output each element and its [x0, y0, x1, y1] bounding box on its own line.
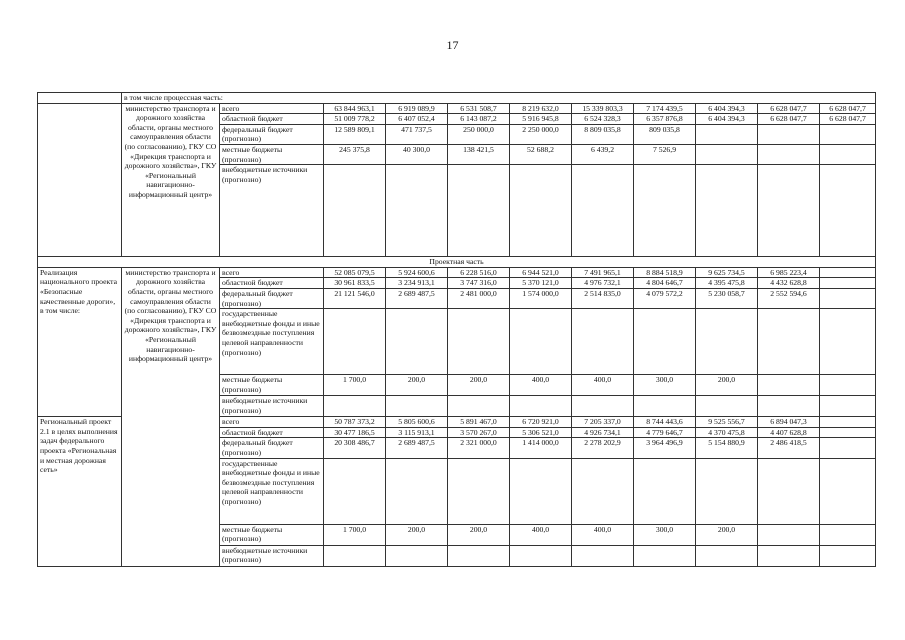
value-cell: 400,0	[510, 375, 572, 396]
value-cell	[448, 165, 510, 257]
page-number: 17	[446, 38, 459, 52]
value-cell	[820, 144, 876, 164]
value-cell	[386, 309, 448, 375]
value-cell	[510, 309, 572, 375]
source-cell: областной бюджет	[220, 427, 324, 438]
value-cell: 7 526,9	[634, 144, 696, 164]
value-cell	[448, 545, 510, 566]
responsible-cell: министерство транспорта и дорожного хозяйства области, органы местного самоуправления области (по согласованию), ГКУ СО «Дирекция транспорта и дорожного хозяйства», ГКУ «Региональный навигационно-информационный центр»	[122, 267, 220, 566]
value-cell: 9 525 556,7	[696, 417, 758, 428]
value-cell: 6 143 087,2	[448, 114, 510, 125]
value-cell	[820, 267, 876, 278]
value-cell: 2 278 202,9	[572, 438, 634, 458]
project-cell	[38, 103, 122, 257]
value-cell	[634, 309, 696, 375]
value-cell: 6 404 394,3	[696, 114, 758, 125]
table-row	[38, 93, 876, 104]
value-cell	[572, 545, 634, 566]
value-cell	[572, 165, 634, 257]
value-cell: 138 421,5	[448, 144, 510, 164]
value-cell: 1 414 000,0	[510, 438, 572, 458]
value-cell: 200,0	[448, 375, 510, 396]
value-cell	[696, 124, 758, 144]
value-cell	[820, 278, 876, 289]
source-cell: всего	[220, 103, 324, 114]
value-cell	[820, 524, 876, 545]
value-cell: 400,0	[572, 375, 634, 396]
value-cell	[510, 545, 572, 566]
source-cell: внебюджетные источники (прогнозно)	[220, 545, 324, 566]
value-cell: 5 370 121,0	[510, 278, 572, 289]
source-cell: местные бюджеты (прогнозно)	[220, 375, 324, 396]
value-cell: 250 000,0	[448, 124, 510, 144]
value-cell	[820, 396, 876, 417]
value-cell: 2 689 487,5	[386, 288, 448, 308]
source-cell: местные бюджеты (прогнозно)	[220, 144, 324, 164]
value-cell: 6 628 047,7	[820, 114, 876, 125]
table-row	[38, 267, 876, 278]
project-title-cell: Региональный проект 2.1 в целях выполнения задач федерального проекта «Региональная и местная дорожная сеть»	[38, 417, 122, 566]
value-cell	[572, 458, 634, 524]
value-cell: 4 976 732,1	[572, 278, 634, 289]
value-cell: 63 844 963,1	[324, 103, 386, 114]
value-cell	[386, 545, 448, 566]
value-cell	[324, 165, 386, 257]
value-cell: 5 154 880,9	[696, 438, 758, 458]
value-cell: 5 924 600,6	[386, 267, 448, 278]
value-cell	[696, 458, 758, 524]
value-cell: 9 625 734,5	[696, 267, 758, 278]
value-cell: 8 219 632,0	[510, 103, 572, 114]
value-cell	[634, 165, 696, 257]
value-cell: 4 407 628,8	[758, 427, 820, 438]
value-cell: 300,0	[634, 375, 696, 396]
value-cell: 5 230 058,7	[696, 288, 758, 308]
value-cell	[820, 375, 876, 396]
value-cell: 51 009 778,2	[324, 114, 386, 125]
value-cell	[758, 165, 820, 257]
value-cell: 52 085 079,5	[324, 267, 386, 278]
value-cell: 2 514 835,0	[572, 288, 634, 308]
value-cell: 2 552 594,6	[758, 288, 820, 308]
value-cell: 200,0	[386, 375, 448, 396]
value-cell	[696, 309, 758, 375]
value-cell	[324, 309, 386, 375]
source-cell: местные бюджеты (прогнозно)	[220, 524, 324, 545]
value-cell	[758, 124, 820, 144]
value-cell	[448, 309, 510, 375]
value-cell: 6 524 328,3	[572, 114, 634, 125]
value-cell	[634, 545, 696, 566]
value-cell	[820, 458, 876, 524]
value-cell: 7 174 439,5	[634, 103, 696, 114]
source-cell: областной бюджет	[220, 114, 324, 125]
value-cell: 12 589 809,1	[324, 124, 386, 144]
value-cell: 400,0	[572, 524, 634, 545]
value-cell	[386, 165, 448, 257]
source-cell: федеральный бюджет (прогнозно)	[220, 288, 324, 308]
project-title-cell: Реализация национального проекта «Безопасные качественные дороги», в том числе:	[38, 267, 122, 416]
value-cell	[324, 458, 386, 524]
value-cell: 2 486 418,5	[758, 438, 820, 458]
value-cell: 40 300,0	[386, 144, 448, 164]
value-cell: 2 321 000,0	[448, 438, 510, 458]
value-cell: 21 121 546,0	[324, 288, 386, 308]
value-cell	[634, 458, 696, 524]
value-cell: 6 407 052,4	[386, 114, 448, 125]
value-cell: 30 477 186,5	[324, 427, 386, 438]
value-cell: 1 700,0	[324, 524, 386, 545]
value-cell: 2 250 000,0	[510, 124, 572, 144]
value-cell	[696, 165, 758, 257]
value-cell: 6 720 921,0	[510, 417, 572, 428]
value-cell: 2 689 487,5	[386, 438, 448, 458]
value-cell	[820, 545, 876, 566]
project-part-header: Проектная часть	[38, 257, 876, 268]
value-cell: 3 964 496,9	[634, 438, 696, 458]
value-cell	[820, 288, 876, 308]
value-cell: 6 919 089,9	[386, 103, 448, 114]
value-cell: 4 395 475,8	[696, 278, 758, 289]
table-row	[38, 257, 876, 268]
value-cell: 8 809 035,8	[572, 124, 634, 144]
value-cell: 6 439,2	[572, 144, 634, 164]
value-cell: 6 628 047,7	[758, 103, 820, 114]
source-cell: государственные внебюджетные фонды и иные безвозмездные поступления целевой направленности (прогнозно)	[220, 309, 324, 375]
source-cell: федеральный бюджет (прогнозно)	[220, 124, 324, 144]
value-cell: 3 234 913,1	[386, 278, 448, 289]
value-cell: 400,0	[510, 524, 572, 545]
value-cell: 5 805 600,6	[386, 417, 448, 428]
value-cell	[386, 458, 448, 524]
value-cell: 4 079 572,2	[634, 288, 696, 308]
value-cell: 8 744 443,6	[634, 417, 696, 428]
value-cell	[820, 309, 876, 375]
value-cell: 809 035,8	[634, 124, 696, 144]
value-cell: 6 228 516,0	[448, 267, 510, 278]
value-cell: 30 961 833,5	[324, 278, 386, 289]
value-cell	[572, 396, 634, 417]
value-cell: 5 306 521,0	[510, 427, 572, 438]
value-cell	[324, 545, 386, 566]
value-cell	[448, 458, 510, 524]
process-part-header: в том числе процессная часть:	[122, 93, 876, 104]
value-cell	[820, 165, 876, 257]
value-cell	[696, 396, 758, 417]
value-cell: 15 339 803,3	[572, 103, 634, 114]
value-cell	[758, 375, 820, 396]
project-cell	[38, 93, 122, 104]
value-cell	[510, 396, 572, 417]
source-cell: государственные внебюджетные фонды и иные безвозмездные поступления целевой направленности (прогнозно)	[220, 458, 324, 524]
value-cell: 4 370 475,8	[696, 427, 758, 438]
value-cell: 6 944 521,0	[510, 267, 572, 278]
value-cell	[758, 309, 820, 375]
value-cell	[820, 124, 876, 144]
value-cell: 7 491 965,1	[572, 267, 634, 278]
value-cell: 3 115 913,1	[386, 427, 448, 438]
value-cell	[758, 396, 820, 417]
value-cell: 1 700,0	[324, 375, 386, 396]
value-cell	[634, 396, 696, 417]
source-cell: внебюджетные источники (прогнозно)	[220, 165, 324, 257]
value-cell	[696, 144, 758, 164]
value-cell: 4 804 646,7	[634, 278, 696, 289]
source-cell: федеральный бюджет (прогнозно)	[220, 438, 324, 458]
value-cell: 6 985 223,4	[758, 267, 820, 278]
value-cell: 52 688,2	[510, 144, 572, 164]
table-row	[38, 103, 876, 114]
responsible-cell: министерство транспорта и дорожного хозяйства области, органы местного самоуправления области (по согласованию), ГКУ СО «Дирекция транспорта и дорожного хозяйства», ГКУ «Региональный навигационно-информационный центр»	[122, 103, 220, 257]
value-cell: 245 375,8	[324, 144, 386, 164]
value-cell	[820, 427, 876, 438]
value-cell: 5 916 945,8	[510, 114, 572, 125]
value-cell: 6 894 047,3	[758, 417, 820, 428]
value-cell	[820, 438, 876, 458]
value-cell: 20 308 486,7	[324, 438, 386, 458]
financing-table	[37, 92, 876, 567]
value-cell: 200,0	[696, 524, 758, 545]
value-cell: 6 531 508,7	[448, 103, 510, 114]
value-cell	[758, 524, 820, 545]
value-cell	[386, 396, 448, 417]
value-cell	[448, 396, 510, 417]
value-cell	[324, 396, 386, 417]
value-cell	[820, 417, 876, 428]
source-cell: областной бюджет	[220, 278, 324, 289]
value-cell: 6 357 876,8	[634, 114, 696, 125]
value-cell: 200,0	[386, 524, 448, 545]
value-cell: 2 481 000,0	[448, 288, 510, 308]
value-cell: 471 737,5	[386, 124, 448, 144]
value-cell: 3 570 267,0	[448, 427, 510, 438]
value-cell	[758, 545, 820, 566]
value-cell: 6 628 047,7	[758, 114, 820, 125]
value-cell	[758, 144, 820, 164]
value-cell: 8 884 518,9	[634, 267, 696, 278]
value-cell: 4 779 646,7	[634, 427, 696, 438]
value-cell	[572, 309, 634, 375]
value-cell	[758, 458, 820, 524]
value-cell: 7 205 337,0	[572, 417, 634, 428]
value-cell: 3 747 316,0	[448, 278, 510, 289]
value-cell: 5 891 467,0	[448, 417, 510, 428]
value-cell: 4 432 628,8	[758, 278, 820, 289]
value-cell: 6 628 047,7	[820, 103, 876, 114]
value-cell	[696, 545, 758, 566]
value-cell: 4 926 734,1	[572, 427, 634, 438]
source-cell: всего	[220, 417, 324, 428]
value-cell: 200,0	[696, 375, 758, 396]
source-cell: всего	[220, 267, 324, 278]
value-cell: 300,0	[634, 524, 696, 545]
value-cell: 6 404 394,3	[696, 103, 758, 114]
value-cell: 200,0	[448, 524, 510, 545]
value-cell: 1 574 000,0	[510, 288, 572, 308]
value-cell: 50 787 373,2	[324, 417, 386, 428]
value-cell	[510, 165, 572, 257]
value-cell	[510, 458, 572, 524]
source-cell: внебюджетные источники (прогнозно)	[220, 396, 324, 417]
